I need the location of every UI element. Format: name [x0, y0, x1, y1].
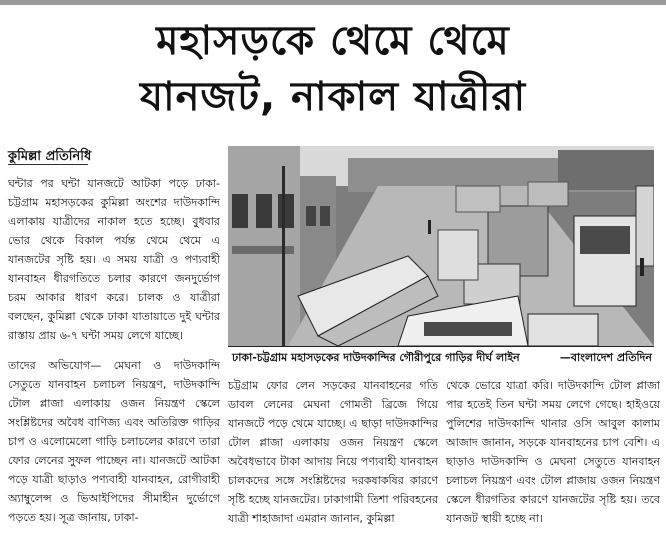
top-rule: [0, 0, 666, 5]
byline-underline: [8, 164, 88, 165]
photo-credit: —বাংলাদেশ প্রতিদিন: [559, 351, 652, 364]
headline-line-2: যানজট, নাকাল যাত্রীরা: [139, 74, 527, 120]
article-paragraph-3: চট্টগ্রাম ফোর লেন সড়কের যানবাহনের গতি ডাবল লেনের মেঘনা গোমতী ব্রিজে গিয়ে যানজটে পড়ে থেমে যাচ্ছে। এ ছাড়া দাউদকান্দির টোল প্লাজা এলাকায় ওজন নিয়ন্ত্রণ স্কেলে অবৈধভাবে টাকা আদায় নিয়ে পণ্যবাহী যানবাহন চালকদের সঙ্গে সংশ্লিষ্টদের দরকষাকষির কারণে সৃষ্টি হচ্ছে যানজটের। ঢাকাগামী তিশা পরিবহনের যাত্রী শাহাজাদা এমরান জানান, কুমিল্লা: [228, 379, 438, 525]
article-paragraph-1: ঘন্টার পর ঘন্টা যানজটে আটকা পড়ে ঢাকা-চট্টগ্রাম মহাসড়কের কুমিল্লা অংশের দাউদকান্দি এলাকায় যাত্রীদের নাকাল হতে হচ্ছে। বুধবার ভোর থেকে বিকাল পর্যন্ত থেমে থেমে এ যানজটের সৃষ্টি হয়। এ সময় যাত্রী ও পণ্যবাহী যানবাহন ধীরগতিতে চলার কারণে জনদুর্ভোগ চরম আকার ধারণ করে। চালক ও যাত্রীরা বলছেন, কুমিল্লা থেকে ঢাকা যাতায়াতে দুই ঘন্টার রাস্তায় প্রায় ৬-৭ ঘন্টা সময় লেগে যাচ্ছে।: [8, 177, 220, 342]
photo-caption: ঢাকা-চট্টগ্রাম মহাসড়কের দাউদকান্দির গৌরীপুরে গাড়ির দীর্ঘ লাইন: [232, 351, 520, 364]
article-paragraph-4: থেকে ভোরে যাত্রা করি। দাউদকান্দি টোল প্লাজা পার হতেই তিন ঘন্টা সময় লেগে গেছে। হাইওয়ে পুলিশের দাউদকান্দি থানার ওসি আবুল কালাম আজাদ জানান, সড়কে যানবাহনের চাপ বেশি। এ ছাড়াও দাউদকান্দি ও মেঘনা সেতুতে যানবাহন চলাচল নিয়ন্ত্রণ এবং টোল প্লাজায় ওজন নিয়ন্ত্রণ স্কেলে ধীরগতির কারণে যানজটের সৃষ্টি হয়। তবে যানজট স্থায়ী হচ্ছে না।: [446, 379, 660, 525]
news-photo-traffic-jam: [228, 146, 654, 346]
article-column-1-top: [8, 174, 220, 354]
byline: কুমিল্লা প্রতিনিধি: [8, 149, 92, 164]
photo-illustration: [228, 146, 654, 346]
article-column-3: [446, 376, 660, 540]
article-paragraph-2: তাদের অভিযোগ— মেঘনা ও দাউদকান্দি সেতুতে যানবাহন চলাচল নিয়ন্ত্রণ, দাউদকান্দি টোল প্লাজা এলাকায় ওজন নিয়ন্ত্রণ স্কেলে সংশ্লিষ্টদের অবৈধ বাণিজ্য এবং অতিরিক্ত গাড়ির চাপ ও এলোমেলো গাড়ি চলাচলের কারণে তারা ফোর লেনের সুফল পাচ্ছেন না। যানজটে আটকা পড়ে যাত্রী ছাড়াও পণ্যবাহী যানবাহন, রোগীবাহী অ্যাম্বুলেন্স ও ভিআইপিদের সীমাহীন দুর্ভোগে পড়তে হয়। সূত্র জানায়, ঢাকা-: [8, 359, 220, 524]
article-column-1-bottom: [8, 356, 220, 540]
article-column-2: [228, 376, 438, 540]
headline-line-1: মহাসড়কে থেমে থেমে: [156, 18, 510, 64]
caption-rule: [228, 346, 654, 347]
